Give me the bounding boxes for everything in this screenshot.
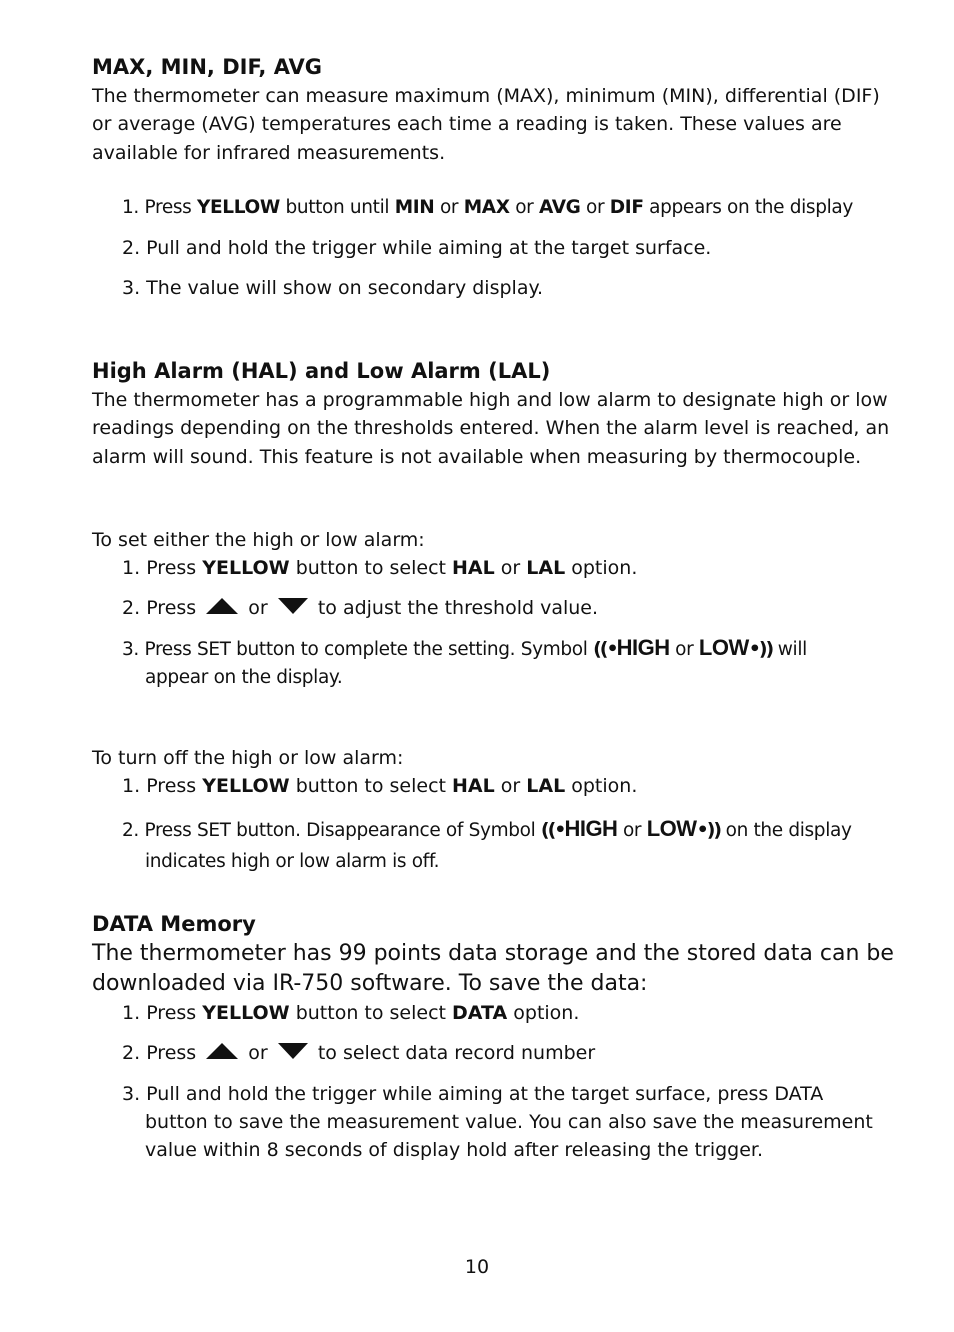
alarm-set-intro: To set either the high or low alarm:: [92, 529, 425, 551]
down-triangle-icon: [278, 1043, 308, 1059]
alarm-intro: The thermometer has a programmable high and low alarm to designate high or low readings depending on the thresholds entered. When the alarm level is reached, an alarm will sound. This feature is not available when measuring by thermocouple.: [92, 389, 890, 468]
heading-data-memory: DATA Memory: [92, 912, 256, 936]
max-min-step-2: 2. Pull and hold the trigger while aiming at the target surface.: [122, 237, 712, 259]
alarm-low-symbol: LOW•)): [646, 816, 721, 841]
heading-max-min: MAX, MIN, DIF, AVG: [92, 55, 323, 79]
alarm-off-step-2: 2. Press SET button. Disappearance of Symbol ((•HIGH or LOW•)) on the display indicates high or low alarm is off.: [122, 816, 852, 872]
heading-alarm: High Alarm (HAL) and Low Alarm (LAL): [92, 359, 551, 383]
alarm-low-symbol: LOW•)): [698, 635, 773, 660]
sound-wave-icon: ((•: [593, 638, 617, 660]
alarm-high-symbol: ((•HIGH: [540, 816, 618, 841]
page-number: 10: [464, 1256, 490, 1278]
down-triangle-icon: [278, 598, 308, 614]
alarm-set-step-2: 2. Press or to adjust the threshold value.: [122, 597, 599, 619]
data-step-3: 3. Pull and hold the trigger while aiming at the target surface, press DATA button to save the measurement value. You can also save the measurement value within 8 seconds of display hold after releasing the trigger.: [122, 1083, 873, 1161]
data-memory-intro: The thermometer has 99 points data storage and the stored data can be downloaded via IR-750 software. To save the data:: [92, 941, 894, 996]
alarm-high-symbol: ((•HIGH: [593, 635, 670, 660]
alarm-off-step-1: 1. Press YELLOW button to select HAL or LAL option.: [122, 775, 638, 797]
max-min-intro: The thermometer can measure maximum (MAX), minimum (MIN), differential (DIF) or average (AVG) temperatures each time a reading is taken. These values are available for infrared measurements.: [92, 85, 880, 164]
sound-wave-icon: •)): [696, 819, 721, 841]
alarm-off-intro: To turn off the high or low alarm:: [92, 747, 404, 769]
sound-wave-icon: •)): [748, 638, 773, 660]
alarm-set-step-1: 1. Press YELLOW button to select HAL or LAL option.: [122, 557, 638, 579]
up-triangle-icon: [206, 1043, 238, 1059]
data-step-1: 1. Press YELLOW button to select DATA option.: [122, 1002, 580, 1024]
up-triangle-icon: [206, 598, 238, 614]
max-min-step-3: 3. The value will show on secondary display.: [122, 277, 544, 299]
sound-wave-icon: ((•: [540, 819, 565, 841]
data-step-2: 2. Press or to select data record number: [122, 1042, 596, 1064]
alarm-set-step-3: 3. Press SET button to complete the setting. Symbol ((•HIGH or LOW•)) will appear on the display.: [122, 635, 807, 688]
max-min-step-1: 1. Press YELLOW button until MIN or MAX or AVG or DIF appears on the display: [122, 197, 853, 218]
